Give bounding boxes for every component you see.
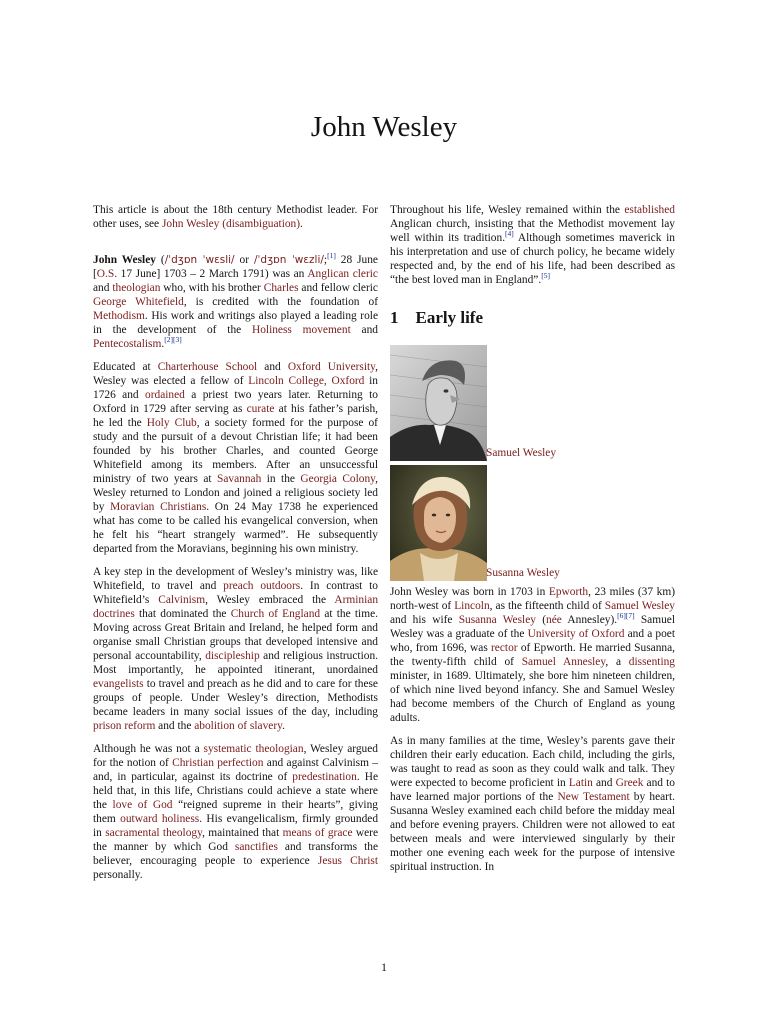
inline-link[interactable]: Charles [263,282,299,294]
inline-link[interactable]: John Wesley (disambiguation) [161,218,301,230]
hatnote [93,203,378,231]
citation-ref[interactable]: [5] [541,271,550,281]
text-run: and religious instruction. Most importantly, he appointed itinerant, unordained [93,650,379,676]
inline-link[interactable]: outward holiness [120,813,200,825]
inline-link[interactable]: ordained [145,389,185,401]
inline-link[interactable]: George Whitefield [93,296,184,308]
inline-link[interactable]: Christian perfection [172,757,264,769]
right-column [390,203,675,874]
text-run: . His work and writings also played a leading role in the development of the [93,310,378,336]
inline-link[interactable]: sacramental theology [105,827,203,839]
citation-ref[interactable]: [2][3] [164,335,182,345]
text-run: by heart. Susanna Wesley examined each child before the midday meal and before evening prayers. Children were not allowed to eat between meals and were interviewed singularly by their mother one evening each week for the purpose of intensive spiritual instruction. In [390,791,675,873]
inline-link[interactable]: systematic theologian [203,743,304,755]
figure-samuel-wesley [390,345,675,461]
text-run: , Wesley returned to London and joined a religious society led by [93,473,378,513]
text-run: at his father’s parish, he led the [93,403,378,429]
figure-susanna-wesley [390,465,675,581]
inline-link[interactable]: rector [491,642,518,654]
text-run: A key step in the development of Wesley’s ministry was, like Whitefield, to travel and [93,566,378,592]
text-run: . [161,338,165,350]
text-run: 17 June] 1703 – 2 March 1791) was an [117,268,308,280]
text-run: at the time. Moving across Great Britain and Ireland, he helped form and organise small Christian groups that developed intensive and personal accountability, [93,608,378,662]
text-run: ( [155,254,165,266]
education-paragraph [93,360,378,556]
text-run: , a society formed for the purpose of study and the pursuit of a devout Christian life; it had been founded by his brother Charles, and counted George Whitefield among its members. After an unsuccessful ministry of two years at [93,417,378,485]
text-run: “reigned supreme in their hearts”, giving them [93,799,378,825]
inline-link[interactable]: Jesus Christ [317,855,379,867]
ministry-paragraph [93,565,378,733]
figure-caption-susanna[interactable]: Susanna Wesley [486,567,560,579]
text-run: Educated at [93,361,158,373]
inline-link[interactable]: sanctifies [234,841,278,853]
text-run: ; [323,254,328,266]
inline-link[interactable]: Oxford University [287,361,376,373]
inline-link[interactable]: prison reform [93,720,156,732]
bold-text: John Wesley [93,254,156,266]
samuel-wesley-portrait[interactable] [390,345,487,461]
text-run: and the [155,720,195,732]
text-run: in 1726 and [93,375,378,401]
page-title: John Wesley [310,111,458,143]
text-run: . In contrast to Whitefield’s [93,580,378,606]
text-run: and [592,777,616,789]
text-run: 28 June [ [93,254,378,280]
text-run: John Wesley was born in 1703 in [390,586,549,598]
text-run: and transforms the believer, encouraging people to experience [93,841,378,867]
text-run: minister, in 1689. Ultimately, she bore him nineteen children, of which nine lived beyond infancy. She and Samuel Wesley had become members of the Church of England as young adults. [390,670,675,724]
inline-link[interactable]: /ˈdʒɒn ˈwɛzli/ [253,254,324,266]
inline-link[interactable]: née [546,614,562,626]
citation-ref[interactable]: [6][7] [617,611,635,621]
text-run: to travel and preach as he did and to care for these groups of people. Under Wesley’s direction, Methodists became leaders in many social issues of the day, including [93,678,378,718]
text-run: , a [605,656,629,668]
inline-link[interactable]: Samuel Annesley [521,656,606,668]
inline-link[interactable]: Samuel Wesley [604,600,675,612]
inline-link[interactable]: Holiness movement [251,324,351,336]
text-run: who, with his brother [160,282,264,294]
education-family-paragraph [390,734,675,874]
text-run: and a poet who, from 1696, was [390,628,676,654]
inline-link[interactable]: means of grace [282,827,353,839]
figure-caption-samuel[interactable]: Samuel Wesley [486,447,557,459]
text-run: , is credited with the foundation of [183,296,378,308]
inline-link[interactable]: dissenting [628,656,675,668]
text-run: , Wesley was elected a fellow of [93,361,378,387]
theology-paragraph [93,742,378,882]
inline-link[interactable]: curate [246,403,275,415]
intro-paragraph [93,253,378,351]
inline-link[interactable]: Anglican [307,268,350,280]
inline-link[interactable]: evangelists [93,678,144,690]
text-run: . [300,218,303,230]
text-run: . His evangelicalism, firmly grounded in [93,813,379,839]
inline-link[interactable]: Greek [615,777,644,789]
text-run: This article is about the 18th century Methodist leader. For other uses, see [93,204,378,230]
citation-ref[interactable]: [4] [505,229,514,239]
text-run: Although he was not a [93,743,204,755]
inline-link[interactable]: cleric [352,268,378,280]
text-run: personally. [93,869,143,881]
inline-link[interactable]: Charterhouse School [157,361,258,373]
text-run: Anglican church, insisting that the Methodist movement lay well within its tradition. [390,218,675,244]
text-run: , 23 miles (37 km) north-west of [390,586,675,612]
text-run: and against Calvinism – and, in particular, against its doctrine of [93,757,379,783]
text-run: of Epworth. He married Susanna, the twenty-fifth child of [390,642,675,668]
text-run: a priest two years later. Returning to Oxford in 1729 after serving as [93,389,378,415]
inline-link[interactable]: Latin [568,777,593,789]
text-run: Samuel Wesley was a graduate of the [390,614,675,640]
inline-link[interactable]: Savannah [217,473,262,485]
text-run: . On 24 May 1738 he experienced what has come to be called his evangelical conversion, when he felt his “heart strangely warmed”. He subsequently departed from the Moravians, beginning his own ministry. [93,501,378,555]
inline-link[interactable]: discipleship [205,650,260,662]
inline-link[interactable]: Lincoln [454,600,490,612]
birth-paragraph [390,585,675,725]
citation-ref[interactable]: [1] [327,251,336,261]
inline-link[interactable]: theologian [112,282,161,294]
inline-link[interactable]: University of Oxford [527,628,625,640]
inline-link[interactable]: predestination [292,771,357,783]
inline-link[interactable]: Arminian doctrines [93,594,379,620]
inline-link[interactable]: O.S. [96,268,118,280]
text-run: Throughout his life, Wesley remained within the [390,204,625,216]
left-column [93,203,378,891]
text-run: in the [261,473,301,485]
section-number: 1 [390,308,399,327]
inline-link[interactable]: Holy Club [146,417,197,429]
text-run: were the manner by which God [93,827,378,853]
page-number: 1 [381,960,387,974]
inline-link[interactable]: Susanna Wesley [458,614,536,626]
inline-link[interactable]: Lincoln College, Oxford [248,375,365,387]
text-run: that dominated the [134,608,231,620]
text-run: and to have learned major portions of the [390,777,675,803]
text-run: , Wesley argued for the notion of [93,743,378,769]
inline-link[interactable]: Georgia Colony [300,473,376,485]
text-run: ( [535,614,546,626]
inline-link[interactable]: preach outdoors [223,580,301,592]
section-title: Early life [415,308,484,327]
inline-link[interactable]: established [624,204,675,216]
text-run: Although sometimes maverick in his interpretation and use of church policy, he became widely respected and, by the end of his life, had been described as “the best loved man in England”. [390,232,675,286]
inline-link[interactable]: Methodism [93,310,145,322]
susanna-wesley-portrait[interactable] [390,465,487,581]
inline-link[interactable]: /ˈdʒɒn ˈwɛsli/ [164,254,235,266]
text-run: Annesley). [561,614,618,626]
text-run: and fellow cleric [298,282,378,294]
text-run: . [282,720,285,732]
text-run: or [234,254,254,266]
inline-link[interactable]: Pentecostalism [93,338,162,350]
inline-link[interactable]: abolition of slavery [194,720,283,732]
text-run: . He held that, in this life, Christians could achieve a state where the [93,771,378,811]
inline-link[interactable]: Moravian Christians [110,501,207,513]
text-run: , Wesley embraced the [205,594,335,606]
inline-link[interactable]: love of God [112,799,173,811]
text-run: and [350,324,378,336]
inline-link[interactable]: Church of England [230,608,321,620]
text-run: As in many families at the time, Wesley’s parents gave their children their early education. Each child, including the girls, was taught to read as soon as they could walk and talk. They were expected to become proficient in [390,735,675,789]
text-run: and his wife [390,614,459,626]
inline-link[interactable]: New Testament [557,791,630,803]
text-run: and [93,282,113,294]
text-run: and [257,361,288,373]
section-heading-early-life [390,308,675,327]
text-run: , maintained that [202,827,283,839]
anglican-paragraph [390,203,675,287]
text-run: , as the fifteenth child of [489,600,605,612]
inline-link[interactable]: Calvinism [158,594,206,606]
inline-link[interactable]: Epworth [548,586,589,598]
